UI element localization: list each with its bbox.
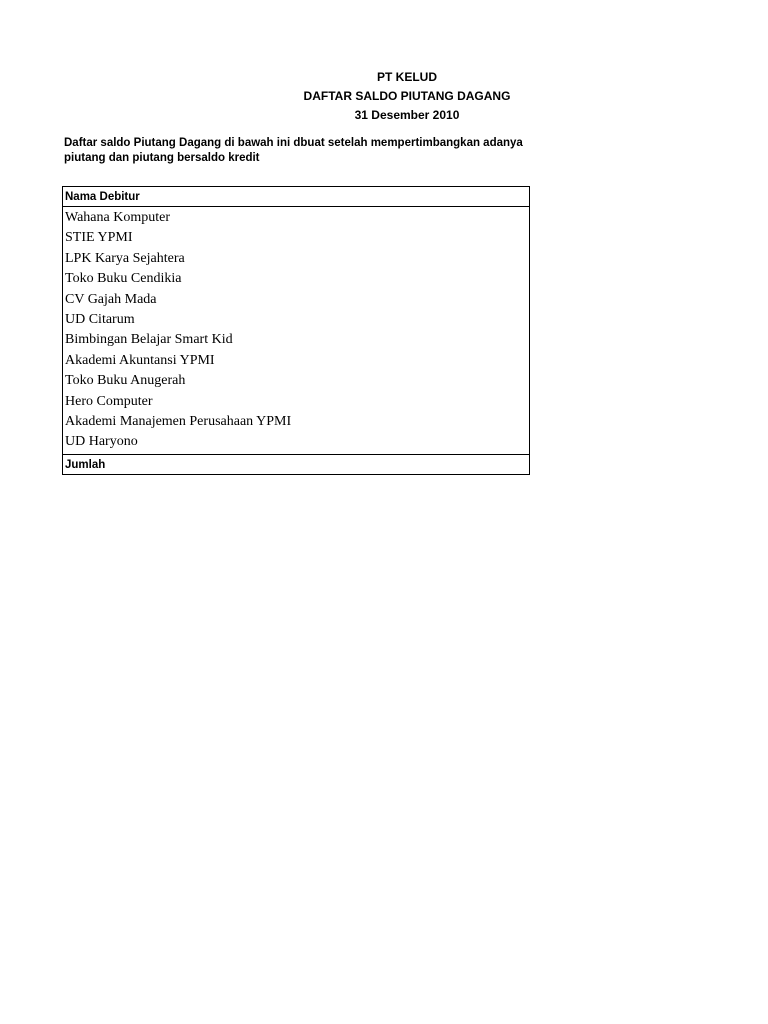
table-body bbox=[63, 207, 529, 454]
table-row: Hero Computer bbox=[65, 393, 153, 409]
company-name: PT KELUD bbox=[377, 70, 437, 84]
total-row-label: Jumlah bbox=[63, 454, 529, 474]
intro-line-1: Daftar saldo Piutang Dagang di bawah ini dbuat setelah mempertimbangkan adanya bbox=[64, 137, 523, 149]
document-header bbox=[262, 68, 552, 125]
debtor-table bbox=[62, 186, 530, 475]
table-row: UD Haryono bbox=[65, 434, 138, 450]
table-row: STIE YPMI bbox=[65, 230, 133, 246]
table-row: Akademi Manajemen Perusahaan YPMI bbox=[65, 413, 292, 429]
intro-paragraph bbox=[64, 136, 532, 166]
document-title: DAFTAR SALDO PIUTANG DAGANG bbox=[303, 89, 511, 103]
table-row: Toko Buku Cendikia bbox=[65, 271, 182, 287]
table-row: Bimbingan Belajar Smart Kid bbox=[65, 332, 233, 348]
column-header: Nama Debitur bbox=[63, 187, 529, 207]
table-row: CV Gajah Mada bbox=[65, 291, 157, 307]
table-row: UD Citarum bbox=[65, 311, 135, 327]
intro-line-2: piutang dan piutang bersaldo kredit bbox=[64, 152, 260, 164]
document-date: 31 Desember 2010 bbox=[354, 108, 460, 122]
table-row: LPK Karya Sejahtera bbox=[65, 250, 185, 266]
table-row: Wahana Komputer bbox=[65, 210, 170, 225]
table-row: Akademi Akuntansi YPMI bbox=[65, 352, 215, 368]
table-row: Toko Buku Anugerah bbox=[65, 373, 186, 389]
